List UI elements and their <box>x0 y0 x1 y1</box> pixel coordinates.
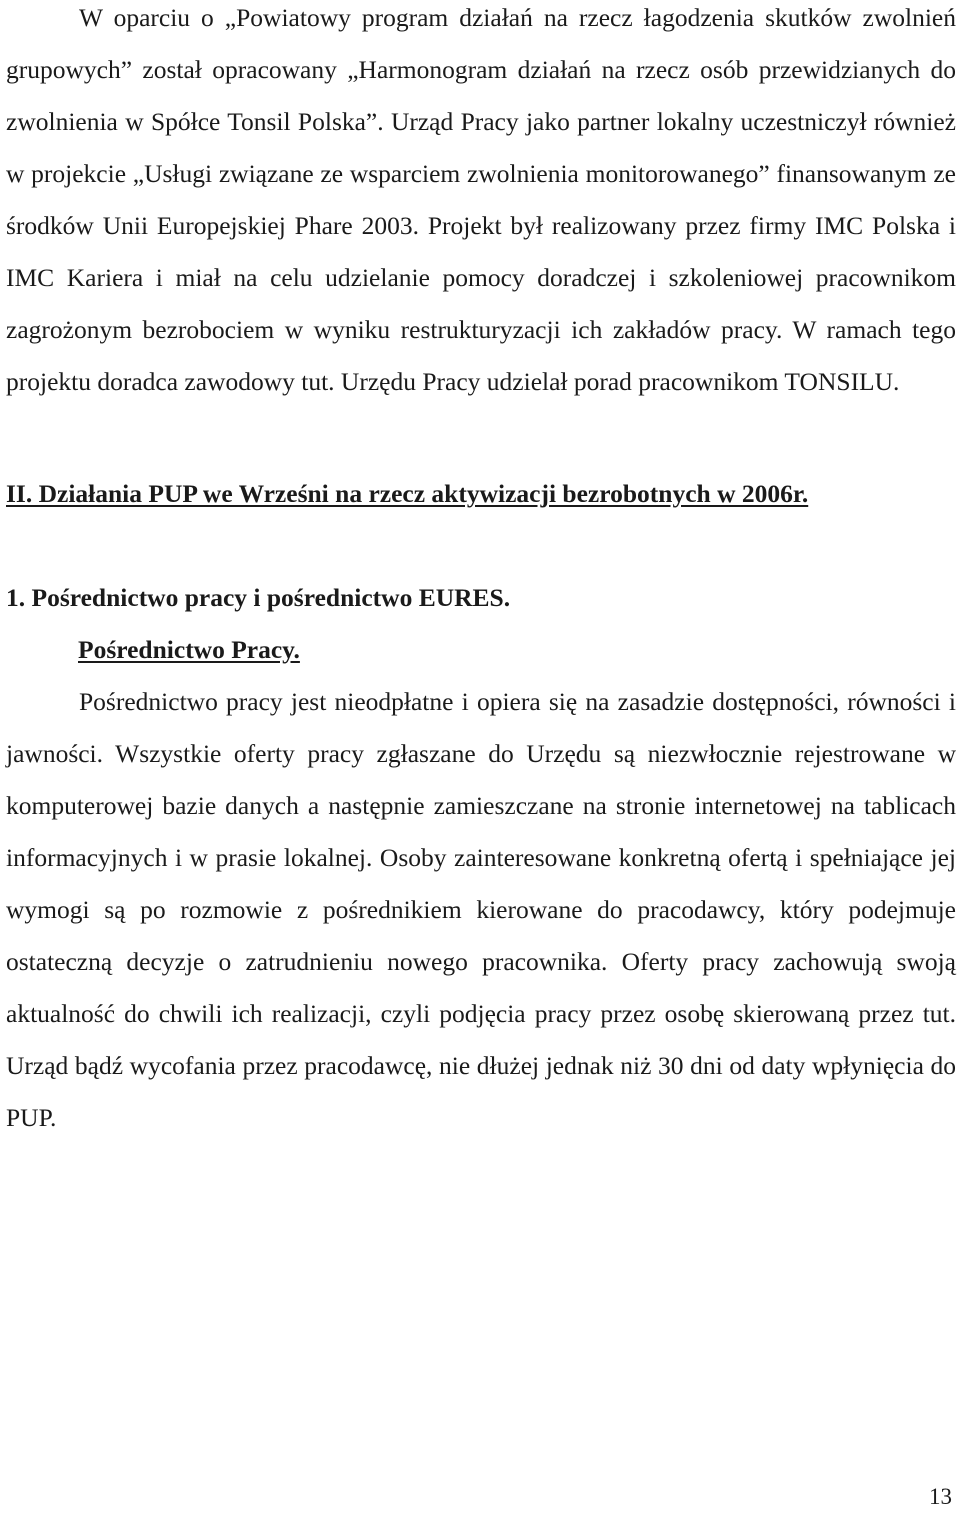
document-page <box>6 0 956 1144</box>
section-heading: II. Działania PUP we Wrześni na rzecz aktywizacji bezrobotnych w 2006r. <box>6 479 809 508</box>
subsection-heading: 1. Pośrednictwo pracy i pośrednictwo EURES. <box>6 583 511 612</box>
paragraph-harmonogram: W oparciu o „Powiatowy program działań na rzecz łagodzenia skutków zwolnień grupowych” został opracowany „Harmonogram działań na rzecz osób przewidzianych do zwolnienia w Spółce Tonsil Polska”. Urząd Pracy jako partner lokalny uczestniczył również w projekcie „Usługi związane ze wsparciem zwolnienia monitorowanego” finansowanym ze środków Unii Europejskiej Phare 2003. Projekt był realizowany przez firmy IMC Polska i IMC Kariera i miał na celu udzielanie pomocy doradczej i szkoleniowej pracownikom zagrożonym bezrobociem w wyniku restrukturyzacji ich zakładów pracy. W ramach tego projektu doradca zawodowy tut. Urzędu Pracy udzielał porad pracownikom TONSILU. <box>6 3 956 396</box>
subsubsection-heading: Pośrednictwo Pracy. <box>78 635 300 664</box>
page-number: 13 <box>929 1484 952 1509</box>
paragraph-posrednictwo: Pośrednictwo pracy jest nieodpłatne i opiera się na zasadzie dostępności, równości i jawności. Wszystkie oferty pracy zgłaszane do Urzędu są niezwłocznie rejestrowane w komputerowej bazie danych a następnie zamieszczane na stronie internetowej na tablicach informacyjnych i w prasie lokalnej. Osoby zainteresowane konkretną ofertą i spełniające jej wymogi są po rozmowie z pośrednikiem kierowane do pracodawcy, który podejmuje ostateczną decyzje o zatrudnieniu nowego pracownika. Oferty pracy zachowują swoją aktualność do chwili ich realizacji, czyli podjęcia pracy przez osobę skierowaną przez tut. Urząd bądź wycofania przez pracodawcę, nie dłużej jednak niż 30 dni od daty wpłynięcia do PUP. <box>6 687 956 1132</box>
